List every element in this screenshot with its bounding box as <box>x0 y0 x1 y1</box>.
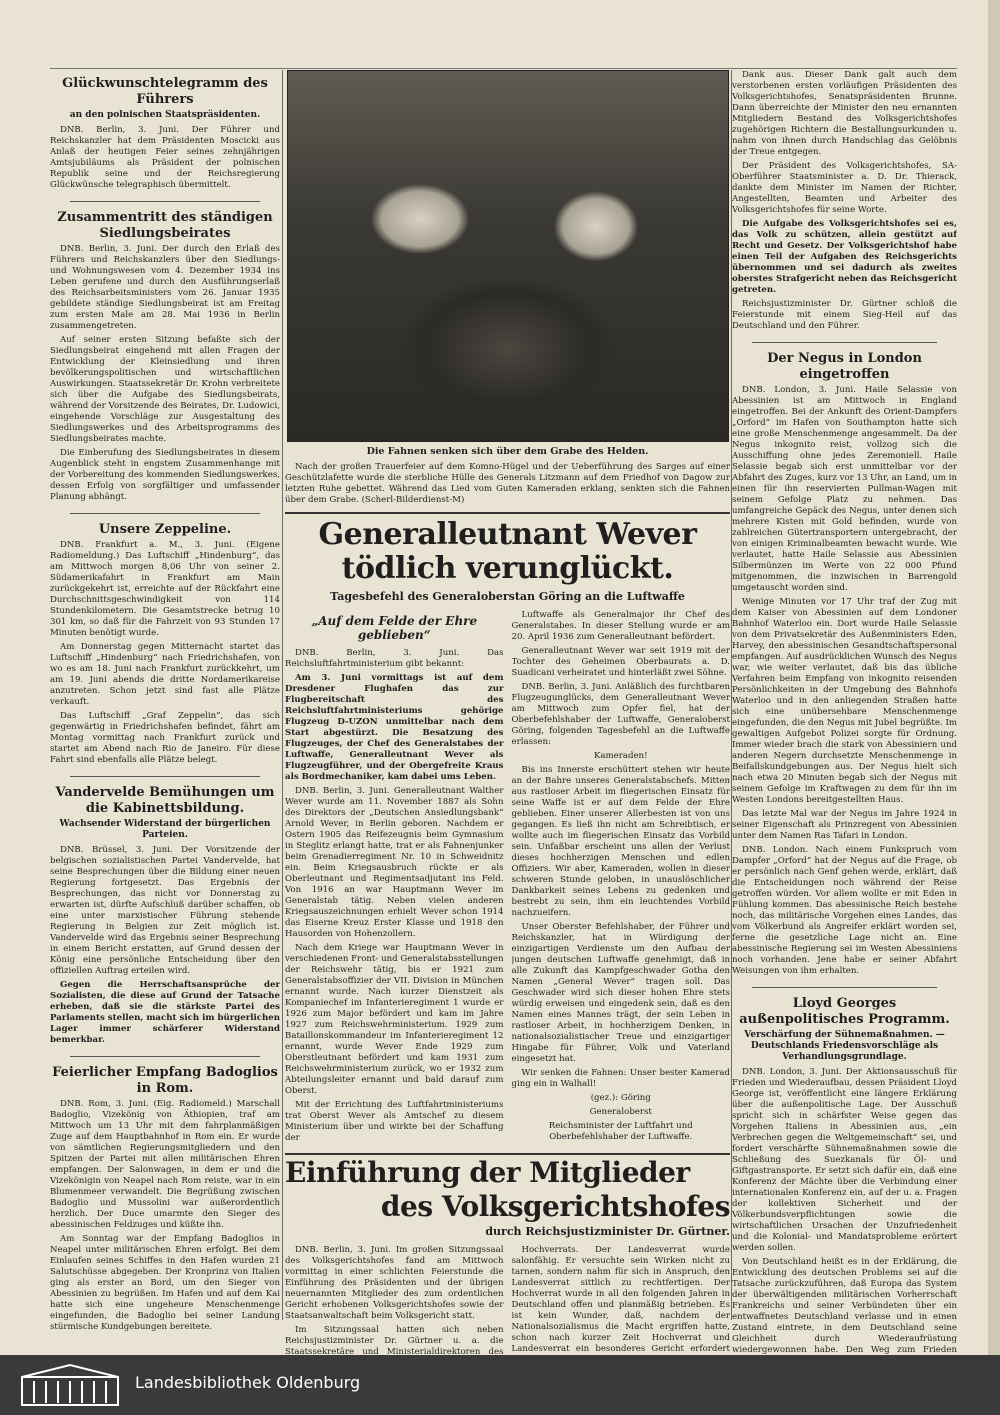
volksgericht-right <box>512 1245 731 1355</box>
quote: „Auf dem Felde der Ehre geblieben“ <box>311 614 478 642</box>
article-text: Das letzte Mal war der Negus im Jahre 1924 in seiner Eigenschaft als Prinzregent von Abessinien unter dem Namen Ras Tafari in London. <box>732 809 957 841</box>
article-text: DNB. Berlin, 3. Juni. Anläßlich des furchtbaren Flugzeugunglücks, dem Generalleutnant Wever am Mittwoch zum Opfer fiel, hat der Oberbefehlshaber der Luftwaffe, Generaloberst Göring, folgenden Tagesbefehl an die Luftwaffe erlassen: <box>511 682 730 747</box>
article-text: DNB. Berlin, 3. Juni. Der Führer und Reichskanzler hat dem Präsidenten Moscicki aus Anlaß der heutigen Feier seines zehnjährigen Amtsjubiläums als Präsident der polnischen Republik seine und der Reichsregierung Glückwünsche telegraphisch übermittelt. <box>50 125 280 190</box>
article-title: Unsere Zeppeline. <box>98 522 232 537</box>
article-title: Feierlicher Empfang Badoglios in Rom. <box>52 1065 278 1096</box>
separator <box>752 987 937 988</box>
article-text: Auf seiner ersten Sitzung befaßte sich der Siedlungsbeirat eingehend mit allen Fragen der Entwicklung der Kleinsiedlung und ihren bevölkerungspolitischen und wirtschaftlichen Auswirkungen. Staatssekretär Dr. Krohn verbreitete sich über die Aufgabe des Siedlungsbeirats, während der Vorsitzende des Beirates, Dr. Ludowici, eingehende Vorschläge zur Ausgestaltung des Siedlungswerkes und des Arbeitsprogramms des Siedlungsbeirates machte. <box>50 335 280 444</box>
article-text: DNB. London. Nach einem Funkspruch vom Dampfer „Orford“ hat der Negus auf die Frage, ob er persönlich nach Genf gehen werde, erklärt, daß die Entscheidungen noch während der Reise getroffen würden. Vor allem wollte er mit Eden in Fühlung kommen. Das abessinische Reich bestehe noch, das militärische Vorgehen eines Landes, das vom Völkerbund als Angreifer erklärt worden sei, ferne die gesetzliche Lage nicht an. Eine abessinische Regierung sei im Westen Abessiniens noch vorhanden. Jene habe er seiner Abfahrt Weisungen von ihm erhalten. <box>732 845 957 976</box>
column-middle <box>285 70 730 1355</box>
signature: Reichsminister der Luftfahrt und Oberbefehlshaber der Luftwaffe. <box>548 1121 693 1142</box>
article-text: Generalleutnant Wever war seit 1919 mit der Tochter des Geheimen Oberbaurats a. D. Suadicani verheiratet und hinterläßt zwei Söhne. <box>511 646 730 678</box>
article-text: Unser Oberster Befehlshaber, der Führer und Reichskanzler, hat in Würdigung der einzigartigen Verdienste um den Aufbau der jungen deutschen Luftwaffe genehmigt, daß in alle Zukunft das Kampfgeschwader Gotha den Namen „General Wever“ tragen soll. Das Geschwader wird sich dieser hohen Ehre stets würdig erweisen und eingedenk sein, daß es den Namen eines Mannes trägt, der sein Leben in rastloser Arbeit, in hochherzigem Denken, in nationalsozialistischer Treue und einzigartiger Hingabe für Führer, Volk und Vaterland eingesetzt hat. <box>511 922 730 1064</box>
volksgericht-left <box>285 1245 504 1355</box>
article-text: Hochverrats. Der Landesverrat wurde salonfähig. Er versuchte sein Wirken nicht zu tarnen, sondern nahm für sich in Anspruch, den Landesverrat sittlich zu rechtfertigen. Der Hochverrat wurde in all den folgenden Jahren in Deutschland offen und planmäßig betrieben. Es ist kein Wunder, daß, nachdem der Nationalsozialismus die Macht ergriffen hatte, schon nach kurzer Zeit Hochverrat und Landesverrat ein besonderes Gericht erfordert <box>511 1245 730 1354</box>
photo-funeral <box>287 70 729 442</box>
article-title: Glückwunschtelegramm des Führers <box>62 76 268 107</box>
headline-volksgericht-1: Einführung der Mitglieder <box>285 1156 690 1189</box>
article-text: DNB. Brüssel, 3. Juni. Der Vorsitzende der belgischen sozialistischen Partei Vandervelde, hat seine Besprechungen über die Bildung einer neuen Regierung fortgesetzt. Das Ergebnis der Besprechungen, das nicht vor Donnerstag zu erwarten ist, dürfte Aufschluß darüber schaffen, ob eine unter marxistischer Führung stehende Regierung in Belgien zur Zeit möglich ist. Vandervelde wird das Ergebnis seiner Besprechung in einem Bericht erstatten, auf Grund dessen der König eine persönliche Entscheidung über den offiziellen Auftrag erteilen wird. <box>50 845 280 976</box>
article-text: Am Sonntag war der Empfang Badoglios in Neapel unter militärischen Ehren erfolgt. Bei dem Einlaufen seines Schiffes in den Hafen wurden 21 Salutschüsse abgegeben. Der Kronprinz von Italien ging als erster an Bord, um den Sieger von Abessinien zu begrüßen. Im Hafen und auf dem Kai hatte sich eine ungeheure Menschenmenge eingefunden, die Badoglio bei seiner Landung stürmische Kundgebungen bereitete. <box>50 1234 280 1332</box>
article-text: Wenige Minuten vor 17 Uhr traf der Zug mit dem Kaiser von Abessinien auf dem Londoner Bahnhof Waterloo ein. Dort wurde Haile Selassie von dem Privatsekretär des Außenministers Eden, Harvey, den abessinischen Gesandtschaftspersonal empfangen. Auf ausdrücklichen Wunsch des Negus war, wie weiter verlautet, daß bis das übliche Verfahren beim Empfang von inkognito reisenden Persönlichkeiten in der Umgebung des Bahnhofs Waterloo und in den anliegenden Straßen hatte sich eine unübersehbare Menschenmenge eingefunden, die den Negus mit Jubel begrüßte. Im gewaltigen Aufgebot Polizei sorgte für Ordnung. Immer wieder brach die stark von Abessiniern und anderen Negern durchsetzte Menschenmenge in Beifallskundgebungen aus. Der Negus hielt sich nach etwa 20 Minuten begab sich der Negus mit seinem Gefolge im Kraftwagen zu dem für ihn im Westen Londons bereitgestellten Haus. <box>732 597 957 805</box>
separator <box>752 342 937 343</box>
article-text: Die Aufgabe des Volksgerichtshofes sei es, das Volk zu schützen, allein gestützt auf Recht und Gesetz. Der Volksgerichtshof habe einen Teil der Aufgaben des Reichsgerichts übernommen und sei dadurch als zweites oberstes Strafgericht neben das Reichsgericht getreten. <box>732 219 957 295</box>
article-text: Luftwaffe als Generalmajor ihr Chef des Generalstabes. In dieser Stellung wurde er am 20. April 1936 zum Generalleutnant befördert. <box>511 610 730 642</box>
top-rule <box>50 68 957 69</box>
article-subtitle: Wachsender Widerstand der bürgerlichen Parteien. <box>59 819 271 840</box>
library-footer <box>0 1355 1000 1415</box>
separator <box>70 1056 260 1057</box>
headline-rule <box>285 1153 730 1155</box>
article-text: DNB. Berlin, 3. Juni. Das Reichsluftfahrtministerium gibt bekannt: <box>285 648 504 669</box>
wever-article <box>285 610 730 1147</box>
article-title: Lloyd Georges außenpolitisches Programm. <box>739 996 950 1027</box>
subheadline: Tagesbefehl des Generaloberstan Göring an die Luftwaffe <box>330 590 685 603</box>
article-text: DNB. London, 3. Juni. Haile Selassie von Abessinien ist am Mittwoch in England eingetroffen. Bei der Ankunft des Orient-Dampfers „Orford“ im Hafen von Southampton hatte sich eine große Menschenmenge angesammelt. Da der Negus inkognito reist, vollzog sich die Ausschiffung ohne jedes Zeremoniell. Haile Selassie begab sich erst unmittelbar vor der Abfahrt des Zuges, kurz vor 13 Uhr, an Land, um in einen für ihn reservierten Pullman-Wagen mit seinem Gefolge Platz zu nehmen. Das umfangreiche Gepäck des Negus, unter denen sich mehrere Kisten mit Gold befinden, wurde von zahlreichen Gütertransportern untergebracht, der von einigen Kriminalbeamten bewacht wurde. Wie verlautet, hatte Haile Selassie aus Abessinien Silbermünzen im Werte von 22 000 Pfund mitgenommen, die inzwischen in Barrengold umgetauscht worden sind. <box>732 385 957 593</box>
article-text: DNB. London, 3. Juni. Der Aktionsausschuß für Frieden und Wiederaufbau, dessen Präsident Lloyd George ist, veröffentlicht eine längere Erklärung über die außenpolitische Lage. Der Ausschuß spricht sich in schärfster Weise gegen das Vorgehen Italiens in Abessinien aus, „ein Verbrechen gegen die Weltgemeinschaft“ sei, und fordert verschärfte Sühnemaßnahmen sowie die Schließung des Suezkanals für Öl- und Giftgastransporte. Er setzt sich dafür ein, daß eine Konferenz der Mächte über die Verbindung einer internationalen Konferenz ein, auf der u. a. Fragen der kollektiven Sicherheit und der Völkerbundsverpflichtungen sowie die wirtschaftlichen Ursachen der Unzufriedenheit und die Kolonial- und Mandatsprobleme erörtert werden sollen. <box>732 1067 957 1253</box>
headline-rule <box>285 512 730 514</box>
article-text: Das Luftschiff „Graf Zeppelin“, das sich gegenwärtig in Friedrichshafen befindet, fährt am Montag vormittag nach Frankfurt zurück und startet am Abend nach Rio de Janeiro. Für diese Fahrt sind ebenfalls alle Plätze belegt. <box>50 711 280 765</box>
separator <box>70 513 260 514</box>
scan-edge <box>988 0 1000 1355</box>
article-text: Dank aus. Dieser Dank galt auch dem verstorbenen ersten vorläufigen Präsidenten des Volksgerichtshofes, Senatspräsidenten Brunne. Dann überreichte der Minister den neu ernannten Mitgliedern Bestand des Volksgerichtshofes zugehörigen Richtern die Bestallungsurkunden u. nahm von ihnen durch Handschlag das Gelöbnis der Treue entgegen. <box>732 70 957 157</box>
column-left <box>50 70 280 1336</box>
library-building-icon <box>20 1363 120 1407</box>
article-text: Bis ins Innerste erschüttert stehen wir heute an der Bahre unseres Generalstabschefs. Mitten aus rastloser Arbeit im fliegerischen Einsatz für seine Waffe ist er auf dem Felde der Ehre geblieben. Einer unserer Allerbesten ist von uns gegangen. Es ließ ihn nicht am Schreibtisch, er wollte auch im fliegerischen Einsatz das Vorbild sein. Unfaßbar erscheint uns allen der Verlust dieses hochherzigen Menschen und edlen Offiziers. Wir aber, Kameraden, wollen in dieser schweren Stunde geloben, in unauslöschlicher Dankbarkeit seines Lebens zu gedenken und bestrebt zu sein, ihm ein leuchtendes Vorbild nachzueifern. <box>511 765 730 918</box>
subheadline: durch Reichsjustizminister Dr. Gürtner. <box>485 1225 730 1238</box>
article-text: Wir senken die Fahnen: Unser bester Kamerad ging ein in Walhall! <box>511 1068 730 1089</box>
library-name: Landesbibliothek Oldenburg <box>135 1373 361 1392</box>
separator <box>70 201 260 202</box>
wever-article-left <box>285 610 504 1147</box>
column-right <box>732 70 957 1355</box>
article-title: Zusammentritt des ständigen Siedlungsbeirates <box>57 210 273 241</box>
article-text: Der Präsident des Volksgerichtshofes, SA-Oberführer Staatsminister a. D. Dr. Thierack, dankte dem Minister im Namen der Richter, Angestellten, Beamten und Arbeiter des Volksgerichtshofes für seine Worte. <box>732 161 957 215</box>
photo-caption: Die Fahnen senken sich über dem Grabe des Helden. <box>366 446 649 457</box>
article-text: Nach dem Kriege war Hauptmann Wever in verschiedenen Front- und Generalstabsstellungen der Reichswehr tätig, bis er 1921 zum Generalstabsoffizier der VII. Division in München ernannt wurde. Nach kurzer Dienstzeit als Kompaniechef im Infanterieregiment 1 wurde er 1926 zum Major befördert und kam im Jahre 1927 zum Reichswehrministerium. 1929 zum Bataillonskommandeur im Infanterieregiment 12 ernannt, wurde Wever Ende 1929 zum Oberstleutnant befördert und kam 1931 zum Reichswehrministerium zurück, wo er 1932 zum Abteilungsleiter ernannt und bald darauf zum Oberst. <box>285 943 504 1096</box>
article-title: Vandervelde Bemühungen um die Kabinettsbildung. <box>55 785 275 816</box>
article-text: Von Deutschland heißt es in der Erklärung, die Entwicklung des deutschen Problems sei auf die Tatsache zurückzuführen, daß Europa das System der überwältigenden militärischen Vorherrschaft Frankreichs und seiner Verbündeten über ein entwaffnetes Deutschland verlasse und in einen Zustand eintrete, in dem Deutschland seine Gleichheit durch Wiederaufrüstung wiedergewonnen habe. Den Weg zum Frieden <box>732 1257 957 1355</box>
column-rule-1 <box>282 70 283 1320</box>
photo-description: Nach der großen Trauerfeier auf dem Komno-Hügel und der Ueberführung des Sarges auf einer Geschützlafette wurde die sterbliche Hülle des Generals Litzmann auf dem Friedhof von Dagow zur letzten Ruhe gebettet. Während das Lied vom Guten Kameraden erklang, senkten sich die Fahnen über dem Grabe. (Scherl-Bilderdienst-M) <box>285 462 730 505</box>
article-title: Der Negus in London eingetroffen <box>767 351 922 382</box>
article-text: Am Donnerstag gegen Mitternacht startet das Luftschiff „Hindenburg“ nach Friedrichshafen, von wo es am 18. Juni nach Frankfurt zurückkehrt, um am 19. Juni abends die dritte Nordamerikareise anzutreten. Schon jetzt sind fast alle Plätze verkauft. <box>50 642 280 707</box>
wever-article-right <box>512 610 731 1147</box>
article-subtitle: an den polnischen Staatspräsidenten. <box>69 110 261 120</box>
article-text: Am 3. Juni vormittags ist auf dem Dresdener Flughafen das zur Flugbereitschaft des Reichsluftfahrtministeriums gehörige Flugzeug D-UZON unmittelbar nach dem Start abgestürzt. Die Besatzung des Flugzeuges, der Chef des Generalstabes der Luftwaffe, Generalleutnant Wever als Flugzeugführer, und der Obergefreite Kraus als Bordmechaniker, kam dabei ums Leben. <box>285 673 504 782</box>
article-subtitle: Verschärfung der Sühnemaßnahmen. — Deutschlands Friedensvorschläge als Verhandlungsgrundlage. <box>744 1030 945 1062</box>
article-text: Kameraden! <box>593 751 648 761</box>
article-text: DNB. Berlin, 3. Juni. Im großen Sitzungssaal des Volksgerichtshofes fand am Mittwoch vormittag in einer schlichten Feierstunde die Einführung des Präsidenten und der übrigen neuernannten Mitglieder des zum ordentlichen Gericht erhobenen Volksgerichtshofes sowie der Staatsanwaltschaft beim Volksgericht statt. <box>285 1245 504 1321</box>
article-text: DNB. Frankfurt a. M., 3. Juni. (Eigene Radiomeldung.) Das Luftschiff „Hindenburg“, das am Mittwoch morgen 8,06 Uhr von seiner 2. Südamerikafahrt in Frankfurt am Main zurückgekehrt ist, erreichte auf der Rückfahrt eine Durchschnittsgeschwindigkeit von 114 Stundenkilometern. Die Gesamtstrecke betrug 10 301 km, so daß für die Fahrzeit von 93 Stunden 17 Minuten benötigt wurde. <box>50 540 280 638</box>
volksgericht-article <box>285 1245 730 1355</box>
headline-volksgericht-2: des Volksgerichtshofes <box>380 1190 730 1223</box>
separator <box>70 776 260 777</box>
headline-wever: Generalleutnant Wever tödlich verunglückt. <box>318 517 697 586</box>
article-text: Gegen die Herrschaftsansprüche der Sozialisten, die diese auf Grund der Tatsache erheben, daß sie die stärkste Partei des Parlaments stellen, macht sich im bürgerlichen Lager immer schärferer Widerstand bemerkbar. <box>50 980 280 1045</box>
article-text: Die Einberufung des Siedlungsbeirates in diesem Augenblick steht in engstem Zusammenhange mit der Vorbereitung des kommenden Siedlungswerkes, dessen Erfolg von sorgfältiger und umfassender Planung abhängt. <box>50 448 280 502</box>
article-text: Reichsjustizminister Dr. Gürtner schloß die Feierstunde mit einem Sieg-Heil auf das Deutschland und den Führer. <box>732 299 957 331</box>
article-text: DNB. Berlin, 3. Juni. Generalleutnant Walther Wever wurde am 11. November 1887 als Sohn des Direktors der „Deutschen Ansiedlungsbank“ Arnold Wever, in Berlin geboren. Nachdem er Ostern 1905 das Reifezeugnis beim Gymnasium in Steglitz erlangt hatte, trat er als Fahnenjunker beim Grenadierregiment Nr. 10 in Schweidnitz ein. Beim Kriegsausbruch rückte er als Oberleutnant und Regimentsadjutant ins Feld. Von 1916 an war Hauptmann Wever im Generalstab tätig. Neben vielen anderen Kriegsauszeichnungen erhielt Wever schon 1914 das Eiserne Kreuz Erster Klasse und 1918 den Hausorden von Hohenzollern. <box>285 786 504 939</box>
article-text: Mit der Errichtung des Luftfahrtministeriums trat Oberst Wever als Amtschef zu diesem Ministerium über und wirkte bei der Schaffung der <box>285 1100 504 1143</box>
article-text: Im Sitzungssaal hatten sich neben Reichsjustizminister Dr. Gürtner u. a. die Staatssekretäre und Ministerialdirektoren des <box>285 1325 504 1355</box>
article-text: DNB. Berlin, 3. Juni. Der durch den Erlaß des Führers und Reichskanzlers über den Siedlungs- und Wohnungswesen vom 4. Dezember 1934 ins Leben gerufene und durch den Ausführungserlaß des Reichsarbeitsministers vom 26. Januar 1935 gebildete ständige Siedlungsbeirat ist am Freitag zum ersten Male am 28. Mai 1936 in Berlin zusammengetreten. <box>50 244 280 331</box>
article-text: DNB. Rom, 3. Juni. (Eig. Radiomeld.) Marschall Badoglio, Vizekönig von Äthiopien, traf am Mittwoch um 13 Uhr mit dem fahrplanmäßigen Zuge auf dem Hauptbahnhof in Rom ein. Er wurde von sämtlichen Regierungsmitgliedern und den Spitzen der Partei mit allen militärischen Ehren empfangen. Der Salonwagen, in dem er und die Vizekönigin von Neapel nach Rom reiste, war in ein Blumenmeer verwandelt. Die Begrüßung zwischen Badoglio und Mussolini war außerordentlich herzlich. Der Duce umarmte den Sieger des abessinischen Feldzuges und küßte ihn. <box>50 1099 280 1230</box>
signature: (gez.): Göring <box>590 1093 651 1103</box>
signature: Generaloberst <box>589 1107 652 1117</box>
